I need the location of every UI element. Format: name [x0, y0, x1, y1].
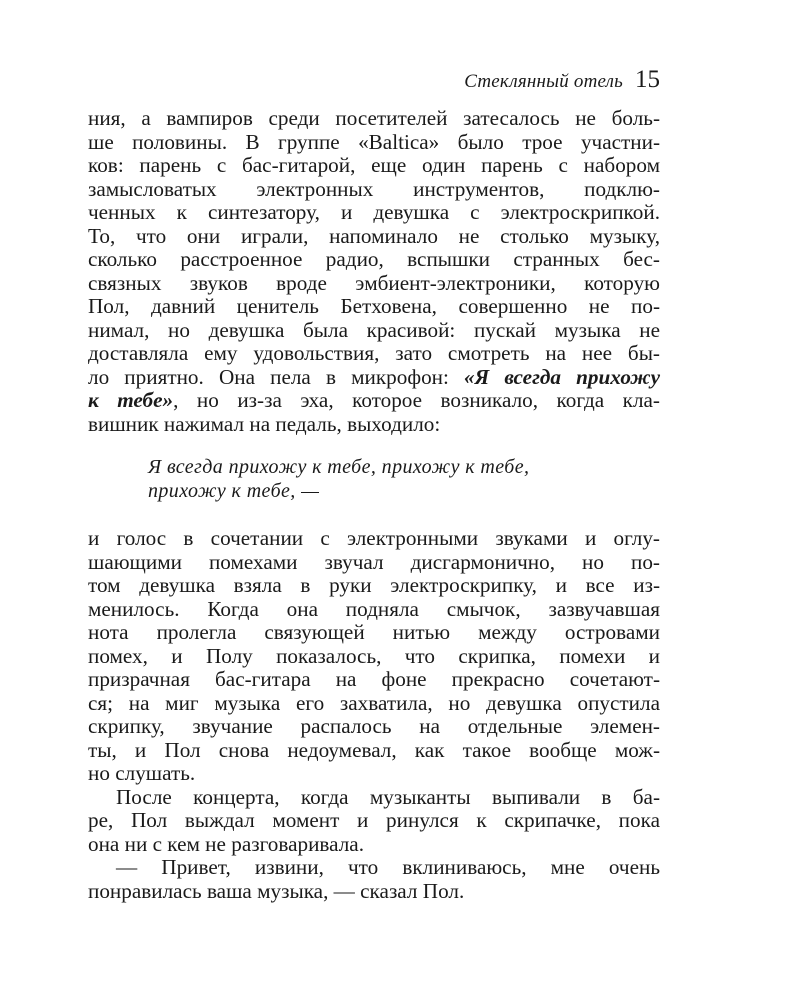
- text-segment: ло приятно. Она пела в микрофон:: [88, 364, 465, 389]
- text-segment: , но из-за эха, которое возникало, когда кла-: [173, 388, 660, 412]
- text-line: Пол, давний ценитель Бетховена, совершенно не по-: [88, 294, 660, 318]
- text-line: она ни с кем не разговаривала.: [88, 831, 364, 856]
- text-line: вишник нажимал на педаль, выходило:: [88, 411, 441, 436]
- text-line: нимал, но девушка была красивой: пускай музыка не: [88, 317, 660, 342]
- text-line: помех, и Полу показалось, что скрипка, помехи и: [88, 643, 660, 668]
- page-body: [88, 107, 660, 903]
- text-line: ше половины. В группе «Baltica» было трое участни-: [88, 129, 660, 154]
- page-header: [88, 66, 660, 94]
- quoted-lyric: к тебе»: [88, 388, 174, 412]
- page-number: 15: [635, 66, 660, 93]
- paragraph-4: [88, 856, 660, 903]
- text-line: ченных к синтезатору, и девушка с электроскрипкой.: [88, 200, 660, 224]
- quoted-lyric: «Я всегда прихожу: [464, 364, 661, 389]
- running-title: Стеклянный отель: [464, 71, 623, 92]
- text-line: понравилась ваша музыка, — сказал Пол.: [88, 878, 465, 903]
- text-line: нота пролегла связующей нитью между островами: [88, 620, 660, 644]
- text-line: менилось. Когда она подняла смычок, зазвучавшая: [88, 596, 660, 621]
- text-line: шающими помехами звучал дисгармонично, но по-: [88, 549, 660, 574]
- text-line: призрачная бас-гитара на фоне прекрасно сочетают-: [88, 667, 660, 691]
- lyric-quote-block: [148, 456, 660, 503]
- text-line: После концерта, когда музыканты выпивали в ба-: [116, 784, 660, 809]
- paragraph-1: [88, 107, 660, 436]
- text-line: ты, и Пол снова недоумевал, как такое вообще мож-: [88, 737, 660, 762]
- paragraph-3: [88, 786, 660, 857]
- text-line: том девушка взяла в руки электроскрипку, и все из-: [88, 573, 660, 597]
- text-line: ся; на миг музыка его захватила, но девушка опустила: [88, 690, 660, 715]
- text-line: но слушать.: [88, 761, 196, 785]
- text-line: доставляла ему удовольствия, зато смотреть на нее бы-: [88, 341, 660, 365]
- text-line: сколько расстроенное радио, вспышки странных бес-: [88, 247, 660, 271]
- text-line: То, что они играли, напоминало не столько музыку,: [88, 223, 660, 248]
- text-line: связных звуков вроде эмбиент-электроники, которую: [88, 270, 660, 295]
- text-line: [88, 366, 660, 390]
- lyric-line: прихожу к тебе, —: [148, 479, 320, 502]
- paragraph-2: [88, 527, 660, 786]
- text-line: ния, а вампиров среди посетителей затесалось не боль-: [88, 106, 660, 130]
- text-line: [88, 389, 660, 413]
- text-line: ков: парень с бас-гитарой, еще один парень с набором: [88, 153, 660, 177]
- text-line: замысловатых электронных инструментов, подклю-: [88, 176, 660, 201]
- text-line: — Привет, извини, что вклиниваюсь, мне очень: [116, 855, 660, 879]
- text-line: и голос в сочетании с электронными звуками и оглу-: [88, 526, 660, 550]
- text-line: ре, Пол выждал момент и ринулся к скрипачке, пока: [88, 808, 660, 832]
- lyric-line: Я всегда прихожу к тебе, прихожу к тебе,: [148, 456, 530, 478]
- text-line: скрипку, звучание распалось на отдельные элемен-: [88, 714, 660, 738]
